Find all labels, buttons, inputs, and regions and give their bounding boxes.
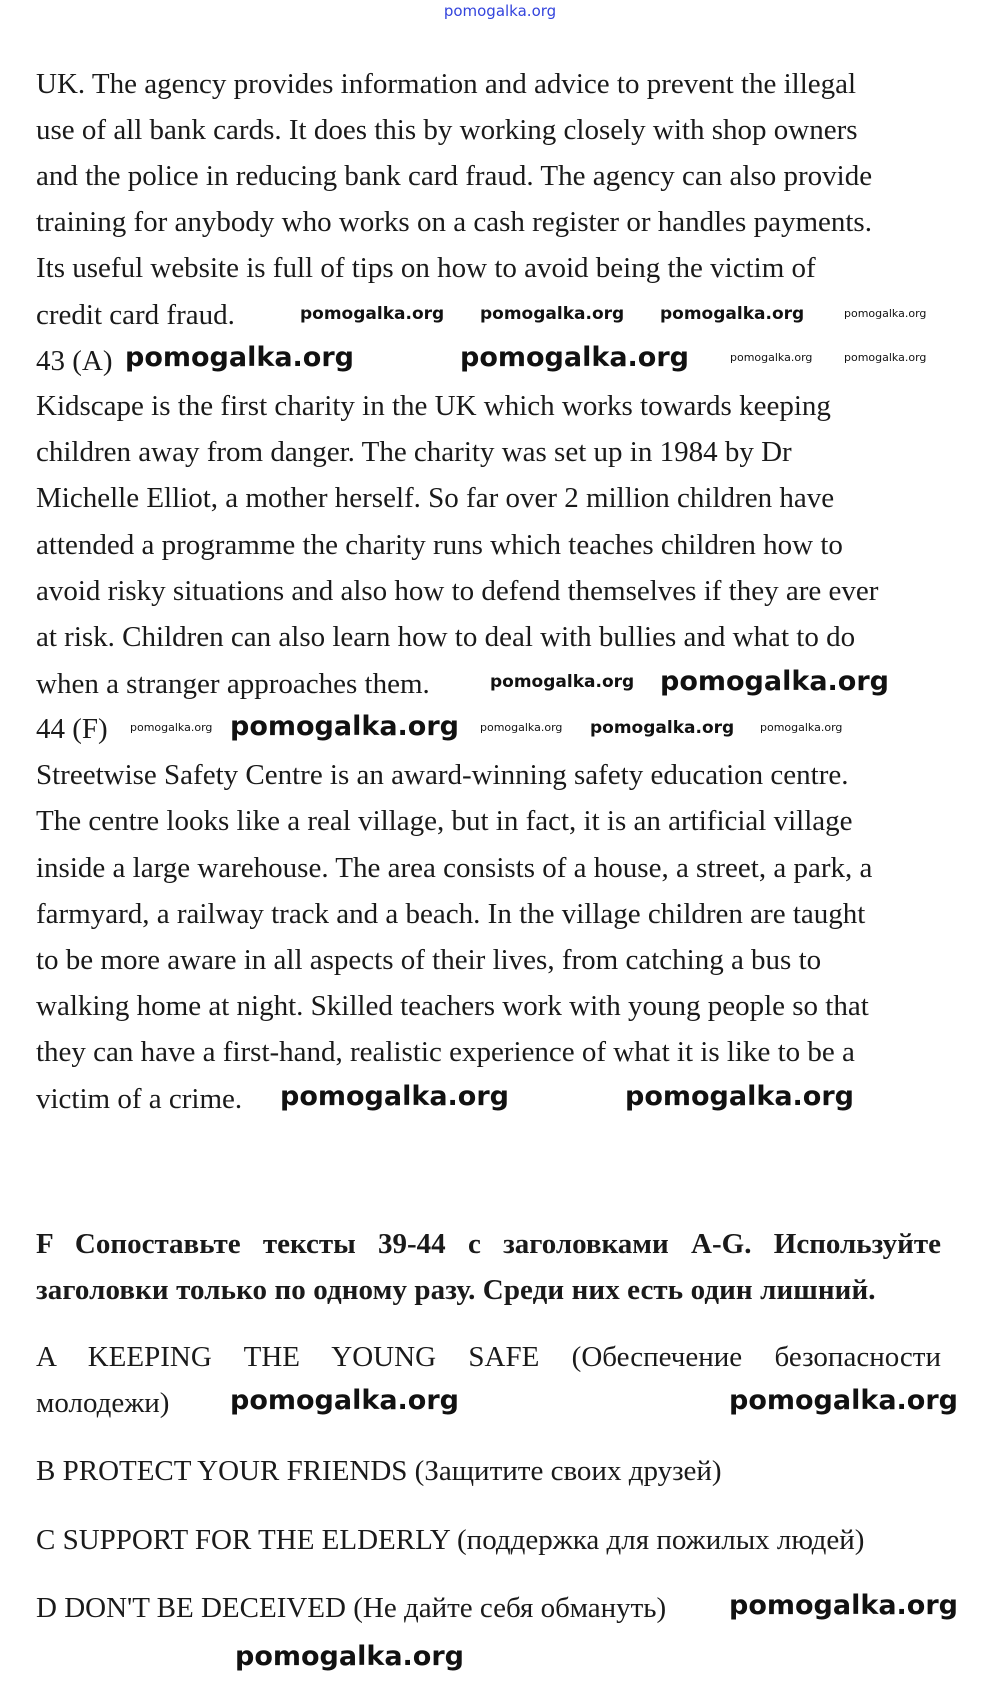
- watermark: pomogalka.org: [480, 304, 625, 324]
- text-line: training for anybody who works on a cash register or handles payments.: [36, 206, 872, 238]
- text-line: children away from danger. The charity was set up in 1984 by Dr: [36, 436, 792, 468]
- watermark: pomogalka.org: [760, 721, 843, 734]
- watermark: pomogalka.org: [125, 342, 354, 373]
- heading-option-b: B PROTECT YOUR FRIENDS (Защитите своих друзей): [36, 1455, 722, 1487]
- site-header-link[interactable]: pomogalka.org: [443, 2, 557, 20]
- watermark: pomogalka.org: [844, 351, 927, 364]
- watermark: pomogalka.org: [480, 721, 563, 734]
- section-number: 44 (F): [36, 713, 108, 745]
- text-line: Kidscape is the first charity in the UK which works towards keeping: [36, 390, 831, 422]
- text-line: farmyard, a railway track and a beach. In the village children are taught: [36, 898, 866, 930]
- watermark: pomogalka.org: [625, 1081, 854, 1112]
- watermark: pomogalka.org: [235, 1641, 464, 1672]
- text-line: Its useful website is full of tips on how to avoid being the victim of: [36, 252, 816, 284]
- text-line: and the police in reducing bank card fraud. The agency can also provide: [36, 160, 873, 192]
- heading-option-d: D DON'T BE DECEIVED (Не дайте себя обмануть): [36, 1592, 667, 1624]
- text-line: to be more aware in all aspects of their lives, from catching a bus to: [36, 944, 822, 976]
- task-instruction-line: заголовки только по одному разу. Среди них есть один лишний.: [36, 1274, 876, 1306]
- watermark: pomogalka.org: [230, 711, 459, 742]
- watermark: pomogalka.org: [660, 666, 889, 697]
- text-line: UK. The agency provides information and advice to prevent the illegal: [36, 68, 857, 100]
- text-line: when a stranger approaches them.: [36, 668, 430, 700]
- watermark: pomogalka.org: [590, 718, 735, 738]
- watermark: pomogalka.org: [729, 1590, 958, 1621]
- text-line: The centre looks like a real village, but in fact, it is an artificial village: [36, 805, 853, 837]
- watermark: pomogalka.org: [660, 304, 805, 324]
- text-line: inside a large warehouse. The area consists of a house, a street, a park, a: [36, 852, 873, 884]
- watermark: pomogalka.org: [280, 1081, 509, 1112]
- text-line: avoid risky situations and also how to defend themselves if they are ever: [36, 575, 879, 607]
- text-line: walking home at night. Skilled teachers work with young people so that: [36, 990, 869, 1022]
- watermark: pomogalka.org: [230, 1385, 459, 1416]
- watermark: pomogalka.org: [130, 721, 213, 734]
- heading-option-a-cont: молодежи): [36, 1387, 170, 1419]
- watermark: pomogalka.org: [844, 307, 927, 320]
- text-line: use of all bank cards. It does this by working closely with shop owners: [36, 114, 858, 146]
- text-line: at risk. Children can also learn how to deal with bullies and what to do: [36, 621, 856, 653]
- watermark: pomogalka.org: [300, 304, 445, 324]
- text-line: Michelle Elliot, a mother herself. So far over 2 million children have: [36, 482, 835, 514]
- section-number: 43 (A): [36, 345, 113, 377]
- watermark: pomogalka.org: [730, 351, 813, 364]
- text-line: victim of a crime.: [36, 1083, 243, 1115]
- watermark: pomogalka.org: [490, 672, 635, 692]
- task-instruction-line: F Сопоставьте тексты 39-44 с заголовками A-G. Используйте: [36, 1228, 941, 1260]
- text-line: attended a programme the charity runs which teaches children how to: [36, 529, 843, 561]
- watermark: pomogalka.org: [460, 342, 689, 373]
- text-line: they can have a first-hand, realistic experience of what it is like to be a: [36, 1036, 855, 1068]
- text-line: Streetwise Safety Centre is an award-winning safety education centre.: [36, 759, 849, 791]
- watermark: pomogalka.org: [729, 1385, 958, 1416]
- heading-option-c: C SUPPORT FOR THE ELDERLY (поддержка для пожилых людей): [36, 1524, 865, 1556]
- heading-option-a: A KEEPING THE YOUNG SAFE (Обеспечение безопасности: [36, 1341, 941, 1373]
- text-line: credit card fraud.: [36, 299, 235, 331]
